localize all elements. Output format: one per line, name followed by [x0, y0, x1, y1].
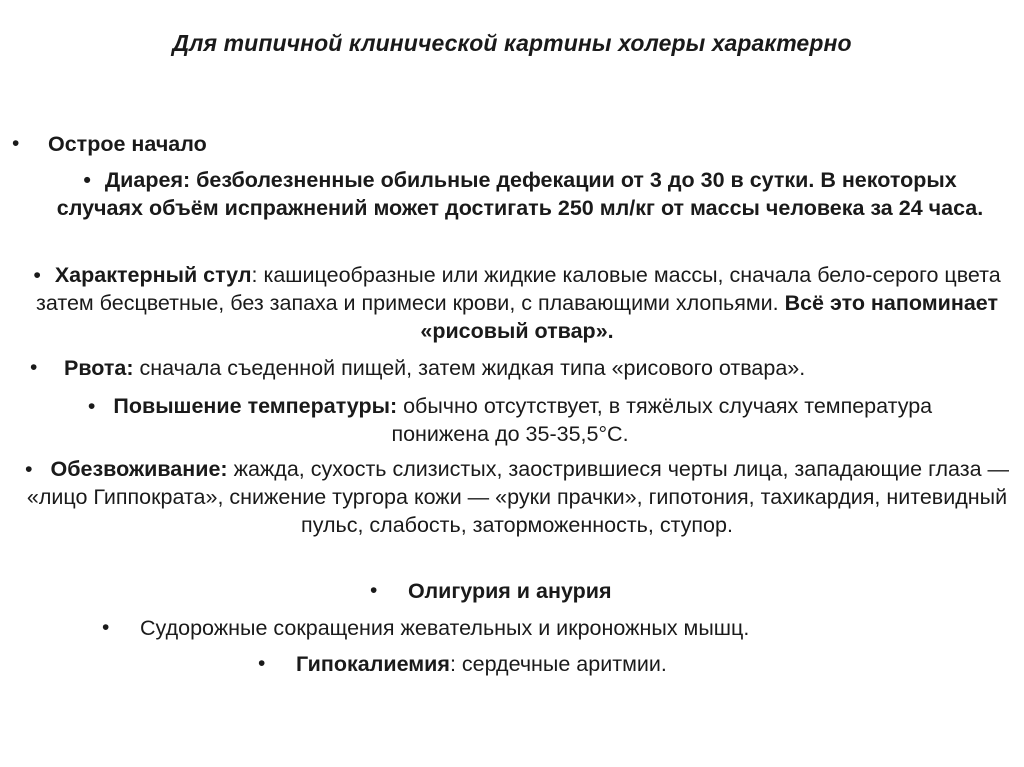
- bullet-icon: •: [83, 168, 91, 192]
- item-bold: Острое начало: [48, 132, 207, 156]
- item-bold: Олигурия и анурия: [408, 579, 612, 603]
- bullet-icon: •: [24, 457, 33, 481]
- list-item-vomiting: [30, 354, 1014, 382]
- item-text: сначала съеденной пищей, затем жидкая типа «рисового отвара».: [133, 356, 806, 380]
- bullet-icon: •: [258, 652, 266, 675]
- item-bold: Характерный стул: [54, 263, 252, 287]
- item-text: : сердечные аритмии.: [449, 652, 667, 676]
- bullet-icon: •: [12, 132, 20, 155]
- list-item-dehydration: [22, 455, 1012, 539]
- item-text: : кашицеобразные или жидкие каловые массы, сначала бело-серого цвета затем бесцветные, без запаха и примеси крови, с плавающими хлопьями.: [36, 263, 1001, 315]
- item-text: жажда, сухость слизистых, заострившиеся черты лица, западающие глаза — «лицо Гиппократа», снижение тургора кожи — «руки прачки», гипотония, тахикардия, нитевидный пульс, слабость, заторможенность, ступор.: [26, 457, 1010, 537]
- bullet-icon: •: [33, 263, 41, 287]
- list-item-hypokalemia: [258, 650, 896, 678]
- item-bold: Рвота:: [64, 356, 134, 380]
- list-item-diarrhea: [50, 166, 990, 222]
- item-bold-2: Всё это напоминает «рисовый отвар».: [420, 291, 998, 343]
- bullet-icon: •: [370, 579, 378, 602]
- list-item-oliguria: [370, 577, 808, 605]
- bullet-icon: •: [30, 356, 38, 379]
- item-bold: • Диарея: безболезненные обильные дефекации от 3 до 30 в сутки. В некоторых случаях объём испражнений может достигать 250 мл/кг от массы человека за 24 часа.: [56, 168, 984, 220]
- item-bold: Повышение температуры:: [113, 394, 398, 418]
- list-item-acute-onset: [12, 130, 648, 158]
- list-item-seizures: [102, 614, 1000, 642]
- list-item-stool: [22, 261, 1012, 345]
- list-item-temperature: [60, 392, 960, 448]
- bullet-icon: •: [87, 394, 96, 418]
- bullet-icon: •: [102, 616, 110, 639]
- slide-title: Для типичной клинической картины холеры характерно: [172, 30, 852, 56]
- item-text: обычно отсутствует, в тяжёлых случаях температура понижена до 35-35,5°С.: [391, 394, 933, 446]
- item-bold: Гипокалиемия: [296, 652, 450, 676]
- item-text: Судорожные сокращения жевательных и икроножных мышц.: [140, 616, 750, 640]
- item-bold: Обезвоживание:: [50, 457, 228, 481]
